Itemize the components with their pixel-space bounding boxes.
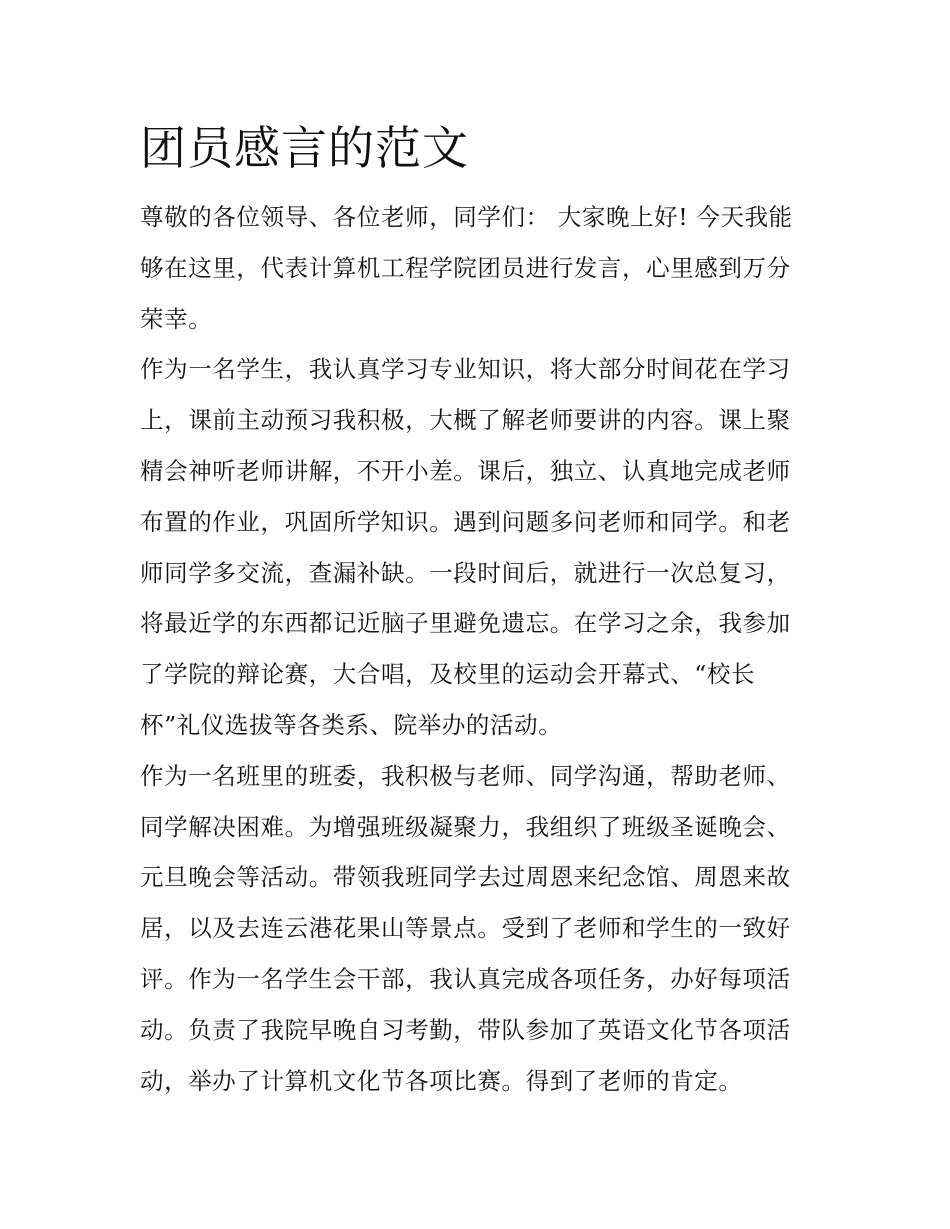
paragraph-greeting: 尊敬的各位领导、各位老师，同学们： 大家晚上好! 今天我能 够在这里，代表计算机工程学院团员进行发言，心里感到万分 荣幸。 <box>140 203 793 333</box>
document-body <box>140 118 812 1106</box>
paragraph-class-committee: 作为一名班里的班委，我积极与老师、同学沟通，帮助老师、 同学解决困难。为增强班级凝聚力，我组织了班级圣诞晚会、 元旦晚会等活动。带领我班同学去过周恩来纪念馆、周恩来故 居，以及去连云港花果山等景点。受到了老师和学生的一致好 评。作为一名学生会干部，我认真完成各项任务，办好每项活 动。负责了我院早晚自习考勤，带队参加了英语文化节各项活 动，举办了计算机文化节各项比赛。得到了老师的肯定。 <box>140 761 791 1095</box>
paragraph-study: 作为一名学生，我认真学习专业知识，将大部分时间花在学习 上，课前主动预习我积极，大概了解老师要讲的内容。课上聚 精会神听老师讲解，不开小差。课后，独立、认真地完成老师 布置的作业，巩固所学知识。遇到问题多问老师和同学。和老 师同学多交流，查漏补缺。一段时间后，就进行一次总复习， 将最近学的东西都记近脑子里避免遗忘。在学习之余，我参加 了学院的辩论赛，大合唱，及校里的运动会开幕式、“校长 杯”礼仪选拔等各类系、院举办的活动。 <box>140 355 791 739</box>
document-title: 团员感言的范文 <box>140 121 469 175</box>
